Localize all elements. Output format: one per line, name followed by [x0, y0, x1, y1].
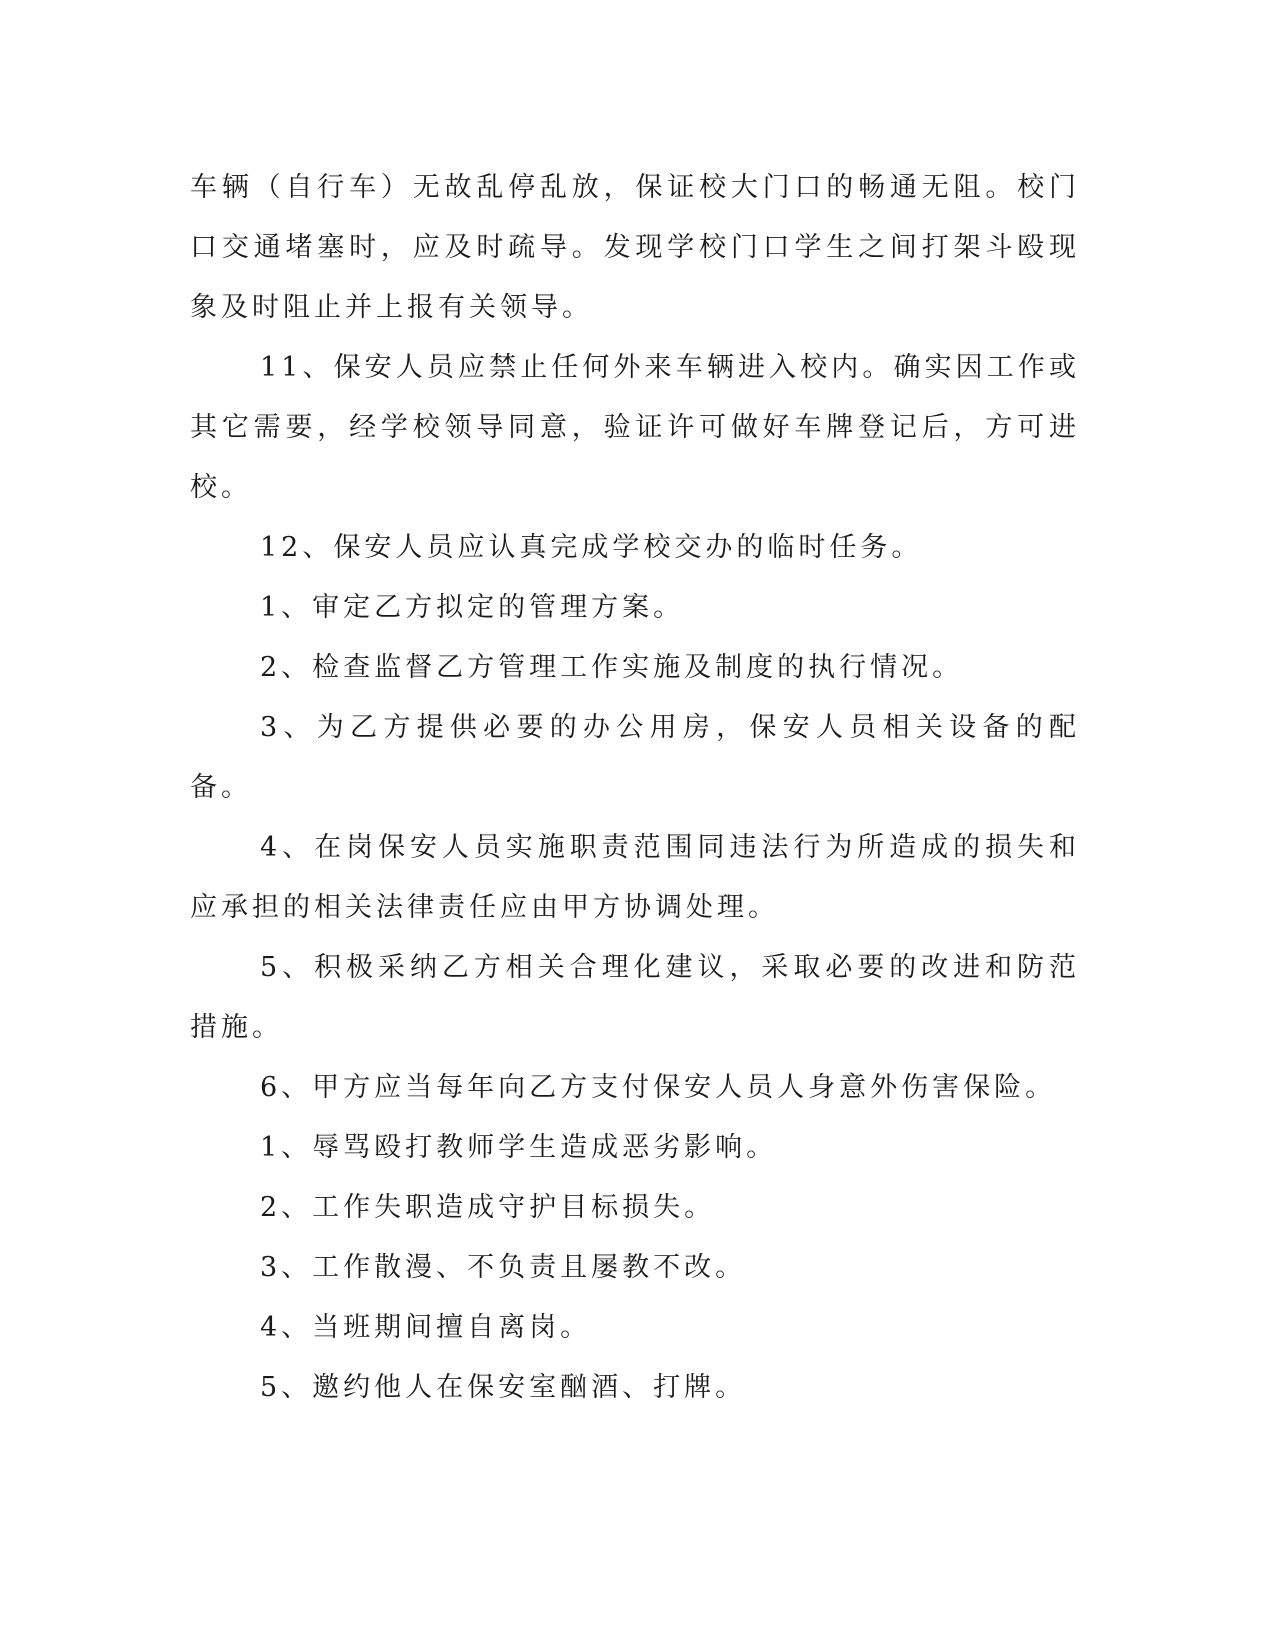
paragraph-dismissal-1: 1、辱骂殴打教师学生造成恶劣影响。 [260, 1132, 778, 1163]
paragraph-item-11: 11、保安人员应禁止任何外来车辆进入校内。确实因工作或其它需要，经学校领导同意，验证许可做好车牌登记后，方可进校。 [190, 352, 1080, 503]
paragraph-traffic-order: 车辆（自行车）无故乱停乱放，保证校大门口的畅通无阻。校门口交通堵塞时，应及时疏导。发现学校门口学生之间打架斗殴现象及时阻止并上报有关领导。 [190, 172, 1080, 323]
paragraph-dismissal-2: 2、工作失职造成守护目标损失。 [260, 1192, 716, 1223]
paragraph-party-a-duty-6: 6、甲方应当每年向乙方支付保安人员人身意外伤害保险。 [260, 1072, 1057, 1103]
paragraph-dismissal-3: 3、工作散漫、不负责且屡教不改。 [260, 1252, 747, 1283]
paragraph-party-a-duty-2: 2、检查监督乙方管理工作实施及制度的执行情况。 [260, 652, 964, 683]
paragraph-item-12: 12、保安人员应认真完成学校交办的临时任务。 [260, 532, 923, 563]
paragraph-party-a-duty-5: 5、积极采纳乙方相关合理化建议，采取必要的改进和防范措施。 [190, 952, 1080, 1043]
paragraph-dismissal-5: 5、邀约他人在保安室酗酒、打牌。 [260, 1372, 747, 1403]
paragraph-dismissal-4: 4、当班期间擅自离岗。 [260, 1312, 592, 1343]
paragraph-party-a-duty-1: 1、审定乙方拟定的管理方案。 [260, 592, 685, 623]
document-body [190, 158, 1080, 1418]
paragraph-party-a-duty-4: 4、在岗保安人员实施职责范围同违法行为所造成的损失和应承担的相关法律责任应由甲方协调处理。 [190, 832, 1080, 923]
paragraph-party-a-duty-3: 3、为乙方提供必要的办公用房，保安人员相关设备的配备。 [190, 712, 1080, 803]
